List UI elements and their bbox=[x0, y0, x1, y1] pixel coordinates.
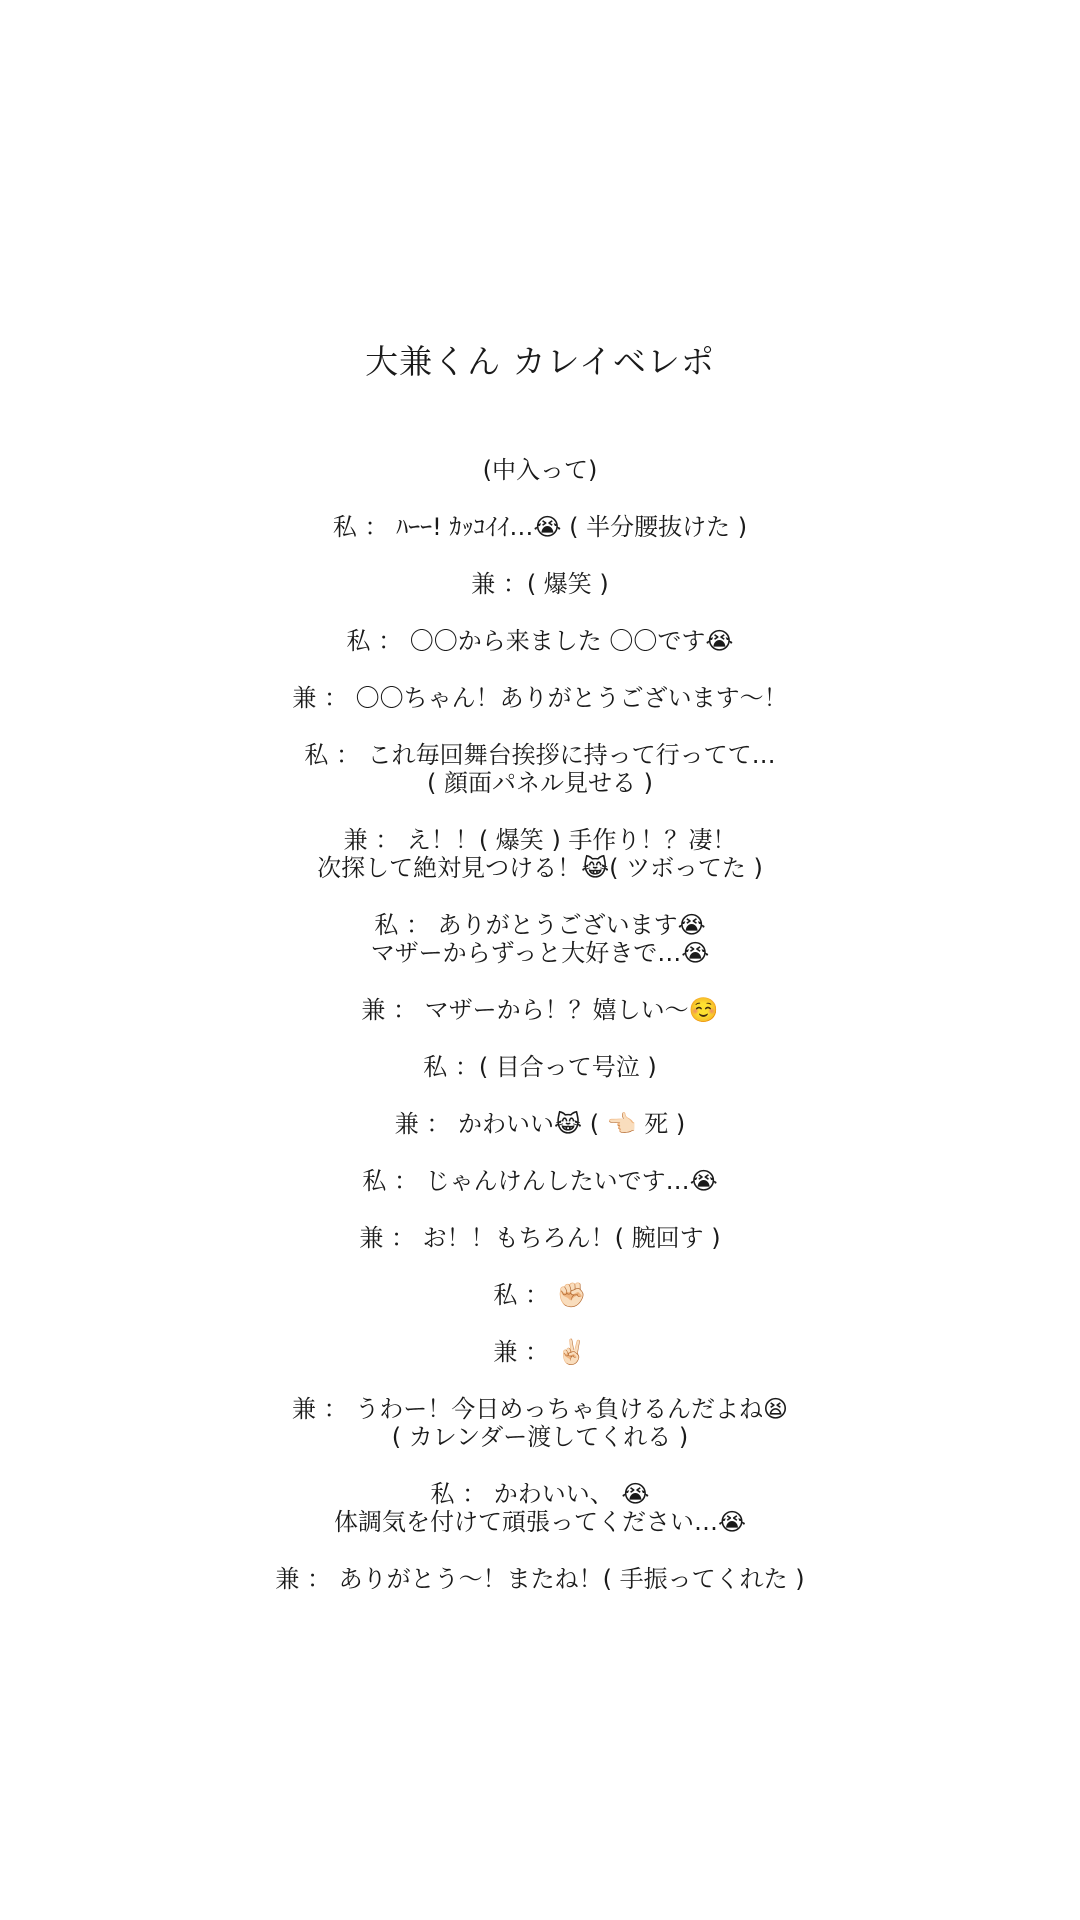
dialogue-line: 兼 ： ✌🏻 bbox=[493, 1338, 587, 1366]
conversation-report bbox=[0, 456, 1080, 1622]
dialogue-line: 兼 ： 〇〇ちゃん！ありがとうございます〜！ bbox=[292, 684, 788, 712]
dialogue-line: 次探して絶対見つける！😹( ツボってた ) bbox=[317, 854, 763, 882]
dialogue-entry bbox=[0, 570, 1080, 598]
dialogue-entry bbox=[0, 1281, 1080, 1309]
dialogue-line: マザーからずっと大好きで…😭 bbox=[370, 939, 710, 967]
dialogue-entry bbox=[0, 627, 1080, 655]
dialogue-line: 兼 ： え！！( 爆笑 ) 手作り！？凄！ bbox=[343, 826, 737, 854]
dialogue-entry bbox=[0, 1053, 1080, 1081]
dialogue-entry bbox=[0, 996, 1080, 1024]
dialogue-entry bbox=[0, 1338, 1080, 1366]
dialogue-line: 私 ： これ毎回舞台挨拶に持って行ってて… bbox=[304, 741, 776, 769]
dialogue-entry bbox=[0, 1167, 1080, 1195]
dialogue-entry bbox=[0, 1480, 1080, 1536]
dialogue-line: 体調気を付けて頑張ってください…😭 bbox=[333, 1508, 747, 1536]
dialogue-entry bbox=[0, 826, 1080, 882]
dialogue-line: ( 顔面パネル見せる ) bbox=[427, 769, 653, 797]
dialogue-line: 兼 ： ありがとう〜！またね！( 手振ってくれた ) bbox=[275, 1565, 805, 1593]
dialogue-line: 私 ： ✊🏻 bbox=[493, 1281, 587, 1309]
dialogue-entry bbox=[0, 911, 1080, 967]
dialogue-line: ( カレンダー渡してくれる ) bbox=[391, 1423, 689, 1451]
dialogue-entry bbox=[0, 741, 1080, 797]
dialogue-line: 私 ： ありがとうございます😭 bbox=[374, 911, 706, 939]
dialogue-line: 私 ： かわいい、 😭 bbox=[430, 1480, 650, 1508]
page-title: 大兼くん カレイベレポ bbox=[365, 342, 715, 381]
dialogue-line: 兼 ： かわいい😹 ( 👈🏻 死 ) bbox=[394, 1110, 686, 1138]
dialogue-line: 私 ： 〇〇から来ました 〇〇です😭 bbox=[346, 627, 734, 655]
dialogue-line: 兼 ： マザーから！？嬉しい〜☺️ bbox=[361, 996, 719, 1024]
dialogue-entry bbox=[0, 456, 1080, 484]
dialogue-line: (中入って) bbox=[482, 456, 598, 484]
dialogue-entry bbox=[0, 1110, 1080, 1138]
dialogue-entry bbox=[0, 1224, 1080, 1252]
dialogue-line: 兼 ： お！！もちろん！( 腕回す ) bbox=[359, 1224, 721, 1252]
dialogue-entry bbox=[0, 513, 1080, 541]
dialogue-line: 兼 ：( 爆笑 ) bbox=[471, 570, 609, 598]
dialogue-line: 私 ：( 目合って号泣 ) bbox=[423, 1053, 657, 1081]
dialogue-line: 私 ： ﾊｰｰ! ｶｯｺｲｲ…😭 ( 半分腰抜けた ) bbox=[332, 513, 748, 541]
dialogue-entry bbox=[0, 1565, 1080, 1593]
dialogue-line: 兼 ： うわー！今日めっちゃ負けるんだよね😫 bbox=[291, 1395, 789, 1423]
dialogue-entry bbox=[0, 1395, 1080, 1451]
dialogue-line: 私 ： じゃんけんしたいです…😭 bbox=[362, 1167, 718, 1195]
dialogue-entry bbox=[0, 684, 1080, 712]
